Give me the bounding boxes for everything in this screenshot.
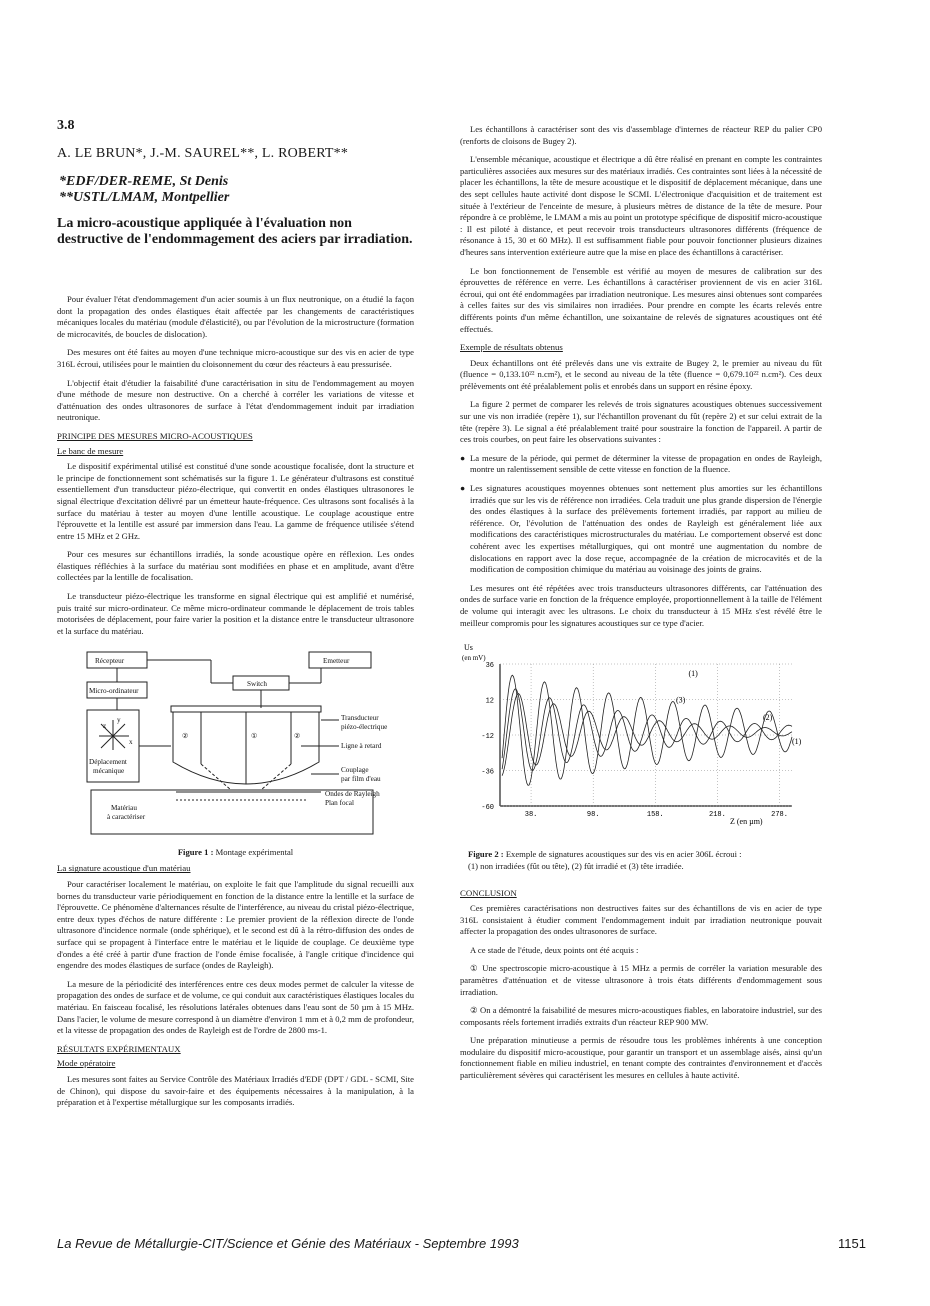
chart-xlabel: Z (en µm): [730, 817, 763, 827]
chart-series-label: (3): [676, 695, 686, 705]
signature-paragraph-1: Pour caractériser localement le matériau, on exploite le fait que l'amplitude du signal recueilli aux bornes du transducteur varie périodiquement en fonction de la distance entre la lentille et la surface de l'éprouvette. Ce phénomène d'alternances résulte de l'interférence, au niveau du cristal piézo-électrique, entre deux types d'échos de nature différente : Le premier provient de la réflexion directe de l'onde ultrasonore d'incidence normale (onde sphérique), et le second est dû à la rétro-diffusion des ondes de surface qui se propagent à l'interface entre le matériau et le liquide de couplage. Ce deuxième type d'ondes a été créé à partir d'une fraction de l'onde émise focalisée, à l'angle critique d'incidence qui engendre des modes élastiques de surface (ondes de Rayleigh).: [57, 879, 414, 971]
label-ondes: Ondes de Rayleigh: [325, 790, 380, 799]
label-ligne: Ligne à retard: [341, 742, 382, 751]
label-a-caracteriser: à caractériser: [107, 813, 146, 822]
chart-grid: [500, 664, 792, 806]
conclusion-paragraph-1: Ces premières caractérisations non destructives faites sur des échantillons de vis en acier de type 316L consistaient à étudier comment l'endommagement induit par irradiation neutronique pouvait affecter la propagation des ondes ultrasonores de surface.: [460, 902, 822, 937]
affiliations: [59, 174, 414, 206]
figure-1-caption-text: Montage expérimental: [215, 847, 294, 858]
conclusion-paragraph-2: A ce stade de l'étude, deux points ont été acquis :: [470, 944, 639, 955]
chart-x-tick-label: 98.: [586, 811, 600, 820]
intro-paragraph-1: Pour évaluer l'état d'endommagement d'un acier soumis à un flux neutronique, on a étudié la façon dont la propagation des ondes élastiques était affectée par les changements de caractéristiques mécaniques locales du matériau (module d'élasticité), ou par l'évolution de la microstructure (formation de microcavités, de boucles de dislocation).: [57, 294, 414, 339]
label-par-film: par film d'eau: [341, 775, 381, 784]
figure-2-caption-line-2: (1) non irradiées (fût ou tête), (2) fût irradié et (3) tête irradiée.: [468, 860, 684, 871]
mode-paragraph-1: Les mesures sont faites au Service Contrôle des Matériaux Irradiés d'EDF (DPT / GDL - SCMI, Site de Chinon), qui dispose du savoir-faire et des équipements nécessaires à la manipulation, à la préparation et à l'expertise métallurgique sur les composants irradiés.: [57, 1073, 414, 1108]
affiliation-2: **USTL/LMAM, Montpellier: [59, 190, 230, 205]
subsection-heading-banc: Le banc de mesure: [57, 445, 124, 456]
bullet-icon: ●: [460, 452, 466, 463]
affiliation-1: *EDF/DER-REME, St Denis: [59, 174, 229, 189]
chart-x-tick-label: 38.: [524, 811, 538, 820]
left-column: [57, 118, 414, 1116]
section-heading-conclusion: CONCLUSION: [460, 888, 517, 899]
chart-series-labels: [676, 669, 802, 746]
chart-ticks: [481, 662, 788, 819]
intro-paragraph-2: Des mesures ont été faites au moyen d'une technique micro-acoustique sur des vis en acier de type 316L écroui, utilisées pour le maintien du cloisonnement du cœur des réacteurs à eau pressurisée.: [57, 347, 414, 369]
chart-y-tick-label: 12: [485, 697, 494, 706]
chart-series-label: (1): [792, 737, 802, 747]
page-number: 1151: [838, 1236, 866, 1251]
label-axis-x: x: [129, 738, 133, 747]
bullet-item-1: [460, 453, 822, 476]
figure-2-chart: [462, 642, 802, 842]
right-paragraph-6: Les mesures ont été répétées avec trois transducteurs ultrasonores différents, car l'atténuation des ondes de surface varie en fonction de la fréquence employée, proportionnellement à la taille de l'élément de volume qui interagit avec les ultrasons. Le choix du transducteur à 15 MHz s'est révélé être le meilleur compromis pour les signatures acoustiques sur ce type d'acier.: [460, 582, 822, 628]
intro-paragraph-3: L'objectif était d'étudier la faisabilité d'une caractérisation in situ de l'endommagement au moyen d'une méthode de mesure non destructive. On a cherché à corréler les variations de vitesse et d'atténuation des ondes ultrasonores de surface à l'état d'endommagement induit par irradiation neutronique.: [57, 377, 414, 423]
figure-2-caption: [468, 849, 822, 872]
subsection-heading-mode: Mode opératoire: [57, 1058, 116, 1069]
bullet-text-1: La mesure de la période, qui permet de déterminer la vitesse de propagation en ondes de Rayleigh, montre un ralentissement sensible de cette vitesse en fonction de la fluence.: [470, 452, 822, 475]
conclusion-paragraph-3: ① Une spectroscopie micro-acoustique à 15 MHz a permis de corréler la variation mesurable des paramètres d'atténuation et de vitesse ultrasonore à trois états différents d'endommagement sous irradiation.: [460, 963, 822, 997]
paper-title: La micro-acoustique appliquée à l'évaluation non destructive de l'endommagement des aciers par irradiation.: [57, 216, 413, 247]
chart-y-tick-label: -36: [481, 768, 494, 777]
section-heading-principe: PRINCIPE DES MESURES MICRO-ACOUSTIQUES: [57, 430, 253, 441]
subsection-heading-exemple: Exemple de résultats obtenus: [460, 342, 563, 353]
chart-ylabel: Us: [464, 643, 473, 653]
bullet-text-2: Les signatures acoustiques moyennes obtenues sont nettement plus amorties sur les échantillons irradiés que sur les vis de référence non irradiées. Cela traduit une plus grande dispersion de l'énergie des ondes élastiques à la surface des prélèvements fortement irradiés, par rapport au milieu de référence. Or, l'évolution de l'atténuation des ondes de Rayleigh est généralement liée aux modifications des caractéristiques microstructurales du matériau. Le comportement observé est donc cohérent avec les expertises métallurgiques, qui ont montré une augmentation du nombre de dislocations en rapport avec la dose reçue, accompagnée de la création de microcavités et de la modification de composition chimique du matériau au voisinage des joints de grains.: [470, 483, 822, 575]
label-couplage: Couplage: [341, 766, 369, 775]
figure-2-caption-label: Figure 2 :: [468, 849, 504, 860]
chart-yunit: (en mV): [462, 654, 486, 663]
signature-paragraph-2: La mesure de la périodicité des interférences entre ces deux modes permet de calculer la vitesse de propagation des ondes de surface et de volume, ce qui conduit aux caractéristiques élastiques locales du matériau. En faisceau focalisé, les résolutions latérales obtenues dans l'eau sont de 50 µm à 15 MHz. Dans l'acier, le volume de mesure correspond à un diamètre d'environ 1 mm et à 0,2 mm de profondeur, et la vitesse de propagation des ondes de Rayleigh est de l'ordre de 2800 ms-1.: [57, 978, 414, 1036]
label-micro-ordinateur: Micro-ordinateur: [89, 687, 139, 696]
subsection-heading-signature: La signature acoustique d'un matériau: [57, 863, 191, 874]
chart-series-label: (2): [763, 713, 773, 723]
label-emetteur: Emetteur: [323, 657, 350, 666]
banc-paragraph-2: Pour ces mesures sur échantillons irradiés, la sonde acoustique opère en réflexion. Les ondes élastiques réfléchies à la surface du matériau sont modifiées en phase et en amplitude, avant d'être collectées par la lentille de focalisation.: [57, 549, 414, 583]
chart-series: [502, 675, 792, 785]
label-ray-2b: ②: [294, 732, 301, 741]
figure-1-caption: [57, 847, 414, 857]
right-paragraph-5: La figure 2 permet de comparer les relevés de trois signatures acoustiques obtenues successivement sur une vis non irradiée (repère 1), sur l'échantillon provenant du fût (repère 2) et sur celui extrait de la tête (repère 3). Le signal a été préalablement traité pour soustraire la fonction de l'appareil. A partir de ces trois courbes, on peut faire les observations suivantes :: [460, 399, 822, 445]
bullet-item-2: [460, 483, 822, 576]
label-plan-focal: Plan focal: [325, 799, 354, 808]
label-materiau: Matériau: [111, 804, 137, 813]
chart-series-label: (1): [688, 668, 698, 678]
banc-paragraph-1: Le dispositif expérimental utilisé est constitué d'une sonde acoustique focalisée, dont la structure et le principe de fonctionnement sont schématisés sur la figure 1. Le générateur d'ultrasons est constitué essentiellement d'un transducteur piézo-électrique, qui convertit en ondes élastiques ultrasonores le signal électrique d'excitation délivré par un émetteur haute-fréquence. Ces ultrasons sont focalisés à la surface du matériau à tester au moyen d'une lentille acoustique. Le couplage acoustique entre l'éprouvette et la lentille est assuré par immersion dans l'eau. La gamme de fréquence utilisée s'étend entre 15 MHz et 2 GHz.: [57, 461, 414, 541]
conclusion-paragraph-4: ② On a démontré la faisabilité de mesures micro-acoustiques fiables, en laboratoire industriel, sur des composants réels fortement irradiés extraits d'un réacteur REP 900 MW.: [460, 1005, 822, 1027]
right-column: [460, 124, 822, 1089]
bullet-icon: ●: [460, 483, 466, 494]
label-ray-1: ①: [251, 732, 258, 741]
section-number: 3.8: [57, 118, 75, 133]
section-heading-resultats: RÉSULTATS EXPÉRIMENTAUX: [57, 1043, 181, 1054]
chart-y-tick-label: -12: [481, 733, 494, 742]
authors: A. LE BRUN*, J.-M. SAUREL**, L. ROBERT**: [57, 146, 349, 161]
right-paragraph-1: Les échantillons à caractériser sont des vis d'assemblage d'internes de réacteur REP du palier CP0 (renforts de cloisons de Bugey 2).: [460, 124, 822, 146]
label-mecanique: mécanique: [93, 767, 125, 776]
chart-y-tick-label: 36: [485, 662, 494, 671]
label-ray-2a: ②: [182, 732, 189, 741]
right-paragraph-3: Le bon fonctionnement de l'ensemble est vérifié au moyen de mesures de calibration sur des éprouvettes de référence en verre. Les échantillons à caractériser proviennent de vis en acier 316L écroui, qui ont été endommagées par irradiation neutronique. Les mesures ainsi obtenues sont comparées à celles faites sur des vis similaires non irradiées. Pour prendre en compte les écarts relevés entre différents points d'un même échantillon, une soixantaine de relevés de signatures acoustiques ont été effectués.: [460, 265, 822, 334]
label-axis-z: z: [103, 722, 107, 731]
label-piezo: piézo-électrique: [341, 723, 388, 732]
label-axis-y: y: [117, 716, 121, 725]
chart-x-tick-label: 158.: [646, 811, 664, 820]
label-switch: Switch: [247, 680, 267, 689]
label-deplacement: Déplacement: [89, 758, 127, 767]
label-transducteur: Transducteur: [341, 714, 379, 723]
label-recepteur: Récepteur: [95, 657, 125, 666]
figure-1-diagram: [81, 650, 388, 838]
right-paragraph-2: L'ensemble mécanique, acoustique et électrique a dû être réalisé en prenant en compte les contraintes particulières associées aux mesures sur des matériaux irradiés. Ces contraintes sont liées à la nécessité de placer les échantillons, la tête de mesure acoustique et le dispositif de déplacement mécanique, dans une des sept cellules haute activité dont dispose le SCMI. L'électronique d'acquisition et de traitement est située à l'extérieur de l'enceinte de mesure, à plusieurs mètres de distance de la tête de mesure. Pour répondre à ce problème, le LMAM a mis au point un prototype spécifique de dispositif micro-acoustique : Il est piloté à distance, et peut recevoir trois transducteurs ultrasonores différents (fréquence de résonance à 15, 30 et 60 MHz). Il est suffisamment fiable pour pouvoir fonctionner plusieurs dizaines d'heures sans intervention extérieure autre que la mise en place des échantillons à caractériser.: [460, 154, 822, 257]
conclusion-paragraph-5: Une préparation minutieuse a permis de résoudre tous les problèmes inhérents à une conception modulaire du dispositif micro-acoustique, pour garantir un transport et un assemblage aisés, ainsi qu'un fonctionnement fiable en milieu industriel, en tenant compte des contraintes d'environnement et d'accès particulièrement sévères qui caractérisent les mesures en cellules à haute activité.: [460, 1035, 822, 1081]
right-paragraph-4: Deux échantillons ont été prélevés dans une vis extraite de Bugey 2, le premier au niveau du fût (fluence = 0,133.10²² n.cm²), et le second au niveau de la tête (fluence = 0,679.10²² n.cm²). Ces deux prélèvements ont été préalablement polis et enrobés dans un support en résine époxy.: [460, 357, 822, 391]
chart-y-tick-label: -60: [481, 804, 494, 813]
banc-paragraph-3: Le transducteur piézo-électrique les transforme en signal électrique qui est amplifié et numérisé, puis traité sur micro-ordinateur. Ce même micro-ordinateur commande le déplacement de trois tables motorisées de déplacement, pour faire varier la position et la distance entre le transducteur ultrasonore et la surface du matériau.: [57, 591, 414, 636]
journal-footer: La Revue de Métallurgie-CIT/Science et Génie des Matériaux - Septembre 1993: [57, 1236, 519, 1251]
figure-1-caption-label: Figure 1 :: [177, 847, 214, 858]
chart-x-tick-label: 218.: [709, 811, 726, 820]
figure-2-caption-line-1: Exemple de signatures acoustiques sur des vis en acier 306L écroui :: [505, 849, 742, 860]
chart-x-tick-label: 278.: [771, 811, 788, 820]
